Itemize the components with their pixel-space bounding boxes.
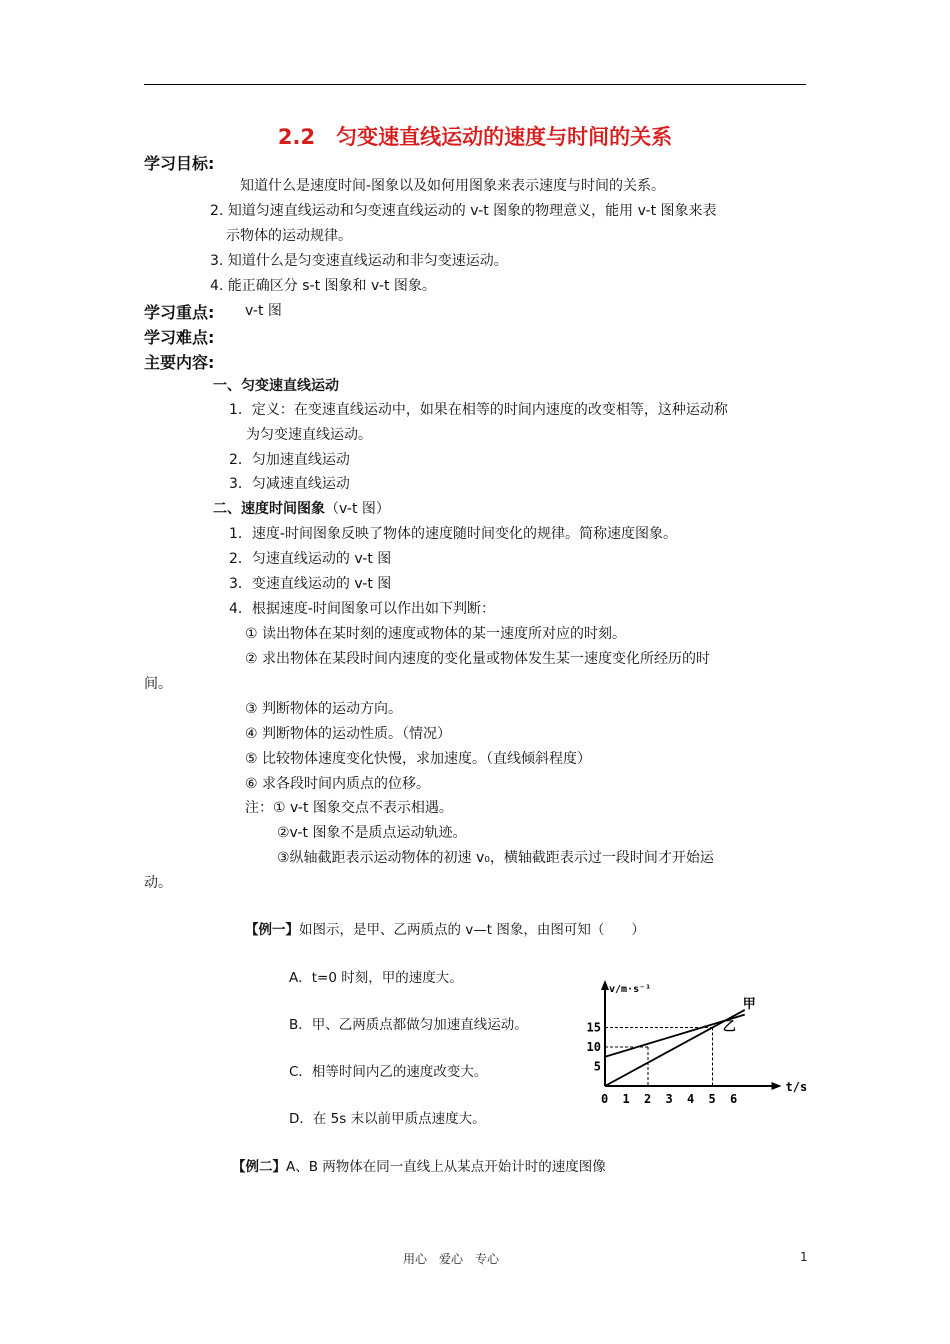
objective-1: 知道什么是速度时间-图象以及如何用图象来表示速度与时间的关系。 xyxy=(240,178,666,194)
x-tick-label: 4 xyxy=(687,1092,695,1106)
vt-chart xyxy=(585,968,815,1118)
y-tick-label: 5 xyxy=(593,1059,601,1074)
example-1-option-b: B．甲、乙两质点都做匀加速直线运动。 xyxy=(289,1017,528,1033)
objective-3: 3. 知道什么是匀变速直线运动和非匀变速运动。 xyxy=(210,253,508,269)
y-axis-label: v/m·s⁻¹ xyxy=(609,984,652,995)
sec2-item-2: 2．匀速直线运动的 v-t 图 xyxy=(229,551,392,567)
x-axis-arrow xyxy=(772,1082,782,1090)
sec2-item-4: 4．根据速度-时间图象可以作出如下判断： xyxy=(229,601,495,617)
key-point-value: v-t 图 xyxy=(245,303,282,319)
sec1-item-2: 2．匀加速直线运动 xyxy=(229,452,350,468)
note-3: ③纵轴截距表示运动物体的初速 v₀，横轴截距表示过一段时间才开始运 xyxy=(277,850,714,866)
x-tick-label: 6 xyxy=(730,1092,738,1106)
judgment-5: ⑤ 比较物体速度变化快慢，求加速度。（直线倾斜程度） xyxy=(245,751,591,767)
page-title: 2.2 匀变速直线运动的速度与时间的关系 xyxy=(277,125,673,149)
note-2: ②v-t 图象不是质点运动轨迹。 xyxy=(277,825,467,841)
x-tick-label: 2 xyxy=(644,1092,652,1106)
section-2-heading: 二、速度时间图象（v-t 图） xyxy=(213,501,390,517)
y-tick-label: 15 xyxy=(586,1020,601,1035)
sec2-item-3: 3．变速直线运动的 v-t 图 xyxy=(229,576,392,592)
x-axis-label: t/s xyxy=(785,1080,808,1094)
objectives-label: 学习目标: xyxy=(144,154,215,173)
note-3-cont: 动。 xyxy=(144,875,172,891)
page-number: 1 xyxy=(800,1250,808,1264)
objective-2-cont: 示物体的运动规律。 xyxy=(226,228,352,244)
difficulty-label: 学习难点: xyxy=(144,328,215,347)
y-tick-label: 10 xyxy=(586,1040,601,1054)
example-2-text: 【例二】A、B 两物体在同一直线上从某点开始计时的速度图像 xyxy=(232,1159,606,1175)
example-1-option-c: C．相等时间内乙的速度改变大。 xyxy=(289,1064,488,1080)
example-1-option-a: A．t=0 时刻，甲的速度大。 xyxy=(289,970,463,986)
x-tick-label: 0 xyxy=(601,1092,609,1106)
judgment-6: ⑥ 求各段时间内质点的位移。 xyxy=(245,776,431,792)
x-tick-label: 1 xyxy=(622,1092,630,1106)
example-1-option-d: D．在 5s 末以前甲质点速度大。 xyxy=(289,1111,486,1127)
note-1: 注：① v-t 图象交点不表示相遇。 xyxy=(245,800,453,816)
x-tick-label: 5 xyxy=(708,1092,716,1106)
objective-2: 2. 知道匀速直线运动和匀变速直线运动的 v-t 图象的物理意义，能用 v-t 图象来表 xyxy=(210,203,717,219)
section-1-heading: 一、匀变速直线运动 xyxy=(213,378,339,394)
sec1-item-3: 3．匀减速直线运动 xyxy=(229,476,350,492)
objective-4: 4. 能正确区分 s-t 图象和 v-t 图象。 xyxy=(210,278,436,294)
x-tick-label: 3 xyxy=(665,1092,673,1106)
judgment-2-cont: 间。 xyxy=(144,676,172,692)
sec1-item-1: 1．定义：在变速直线运动中，如果在相等的时间内速度的改变相等，这种运动称 xyxy=(229,402,728,418)
sec2-item-1: 1．速度-时间图象反映了物体的速度随时间变化的规律。简称速度图象。 xyxy=(229,526,677,542)
series-yi-label: 乙 xyxy=(722,1019,736,1035)
header-rule xyxy=(144,84,806,85)
judgment-1: ① 读出物体在某时刻的速度或物体的某一速度所对应的时刻。 xyxy=(245,626,626,642)
key-point-label: 学习重点: xyxy=(144,303,215,322)
judgment-4: ④ 判断物体的运动性质。（情况） xyxy=(245,726,452,742)
series-jia-label: 甲 xyxy=(742,996,756,1012)
example-1-question: 【例一】如图示，是甲、乙两质点的 v—t 图象，由图可知（ ） xyxy=(245,922,645,938)
sec1-item-1-cont: 为匀变速直线运动。 xyxy=(246,427,372,443)
content-label: 主要内容: xyxy=(144,353,215,372)
y-axis-arrow xyxy=(601,980,609,990)
judgment-3: ③ 判断物体的运动方向。 xyxy=(245,701,403,717)
footer-motto: 用心 爱心 专心 xyxy=(403,1252,500,1266)
judgment-2: ② 求出物体在某段时间内速度的变化量或物体发生某一速度变化所经历的时 xyxy=(245,651,710,667)
